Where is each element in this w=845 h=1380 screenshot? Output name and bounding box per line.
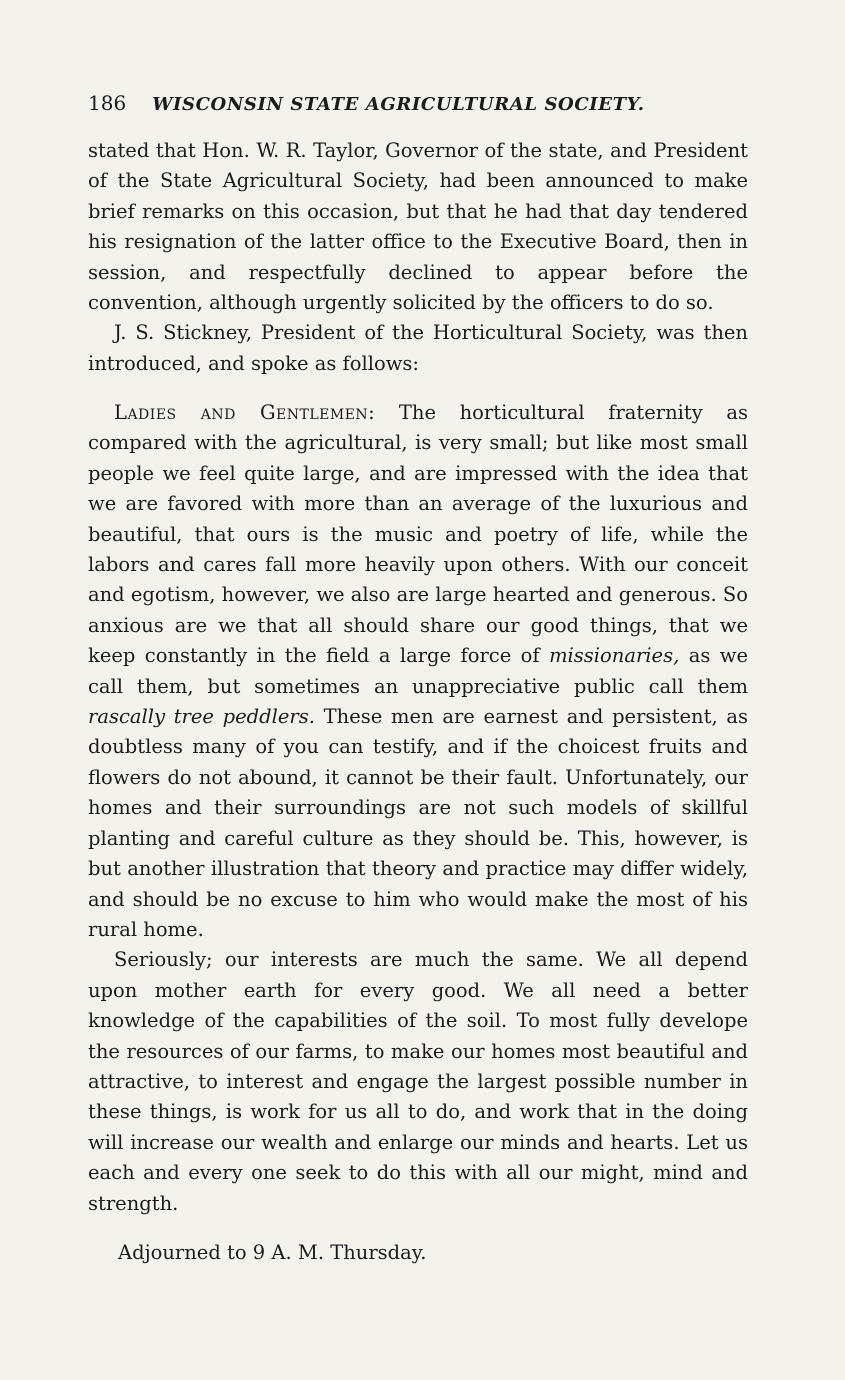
salutation: Ladies and Gentlemen: (114, 401, 376, 424)
speech-paragraph-1 (88, 398, 748, 945)
intro-paragraph: stated that Hon. W. R. Taylor, Governor of the state, and President of the State Agricultural Society, had been announced to make brief remarks on this occasion, but that he had that day tendered his resignation of the latter office to the Executive Board, then in session, and respectfully declined to appear before the convention, although urgently solicited by the officers to do so. (88, 139, 748, 315)
speech-text-segment: as we call them, but sometimes an unappreciative public call them (88, 644, 749, 698)
speech-text-segment: These men are earnest and persistent, as doubtless many of you can testify, and if the choicest fruits and flowers do not abound, it cannot be their fault. Unfortunately, our homes and their surroundings are not such models of skillful planting and careful culture as they should be. This, however, is but another illustration that theory and practice may differ widely, and should be no excuse to him who would make the most of his rural home. (88, 705, 748, 941)
speech-paragraph-2: Seriously; our interests are much the same. We all depend upon mother earth for every good. We all need a better knowledge of the capabilities of the soil. To most fully develope the resources of our farms, to make our homes most beautiful and attractive, to interest and engage the largest possible number in these things, is work for us all to do, and work that in the doing will increase our wealth and enlarge our minds and hearts. Let us each and every one seek to do this with all our might, mind and strength. (88, 948, 748, 1215)
adjournment-line: Adjourned to 9 A. M. Thursday. (118, 1241, 427, 1264)
running-head (88, 88, 668, 118)
speech-text-segment: The horticultural fraternity as compared with the agricultural, is very small; but like most small people we feel quite large, and are impressed with the idea that we are favored with more than an average of the luxurious and beautiful, that ours is the music and poetry of life, while the labors and cares fall more heavily upon others. With our conceit and egotism, however, we also are large hearted and generous. So anxious are we that all should share our good things, that we keep constantly in the field a large force of (88, 401, 749, 668)
intro-text (88, 136, 748, 379)
page-number: 186 (88, 91, 127, 115)
italic-missionaries: missionaries, (549, 644, 680, 668)
speech-text (88, 398, 748, 1219)
italic-rascally-tree-peddlers: rascally tree peddlers. (88, 705, 315, 729)
speaker-introduction: J. S. Stickney, President of the Horticultural Society, was then introduced, and spoke as follows: (88, 321, 748, 375)
journal-title: WISCONSIN STATE AGRICULTURAL SOCIETY. (152, 94, 645, 115)
